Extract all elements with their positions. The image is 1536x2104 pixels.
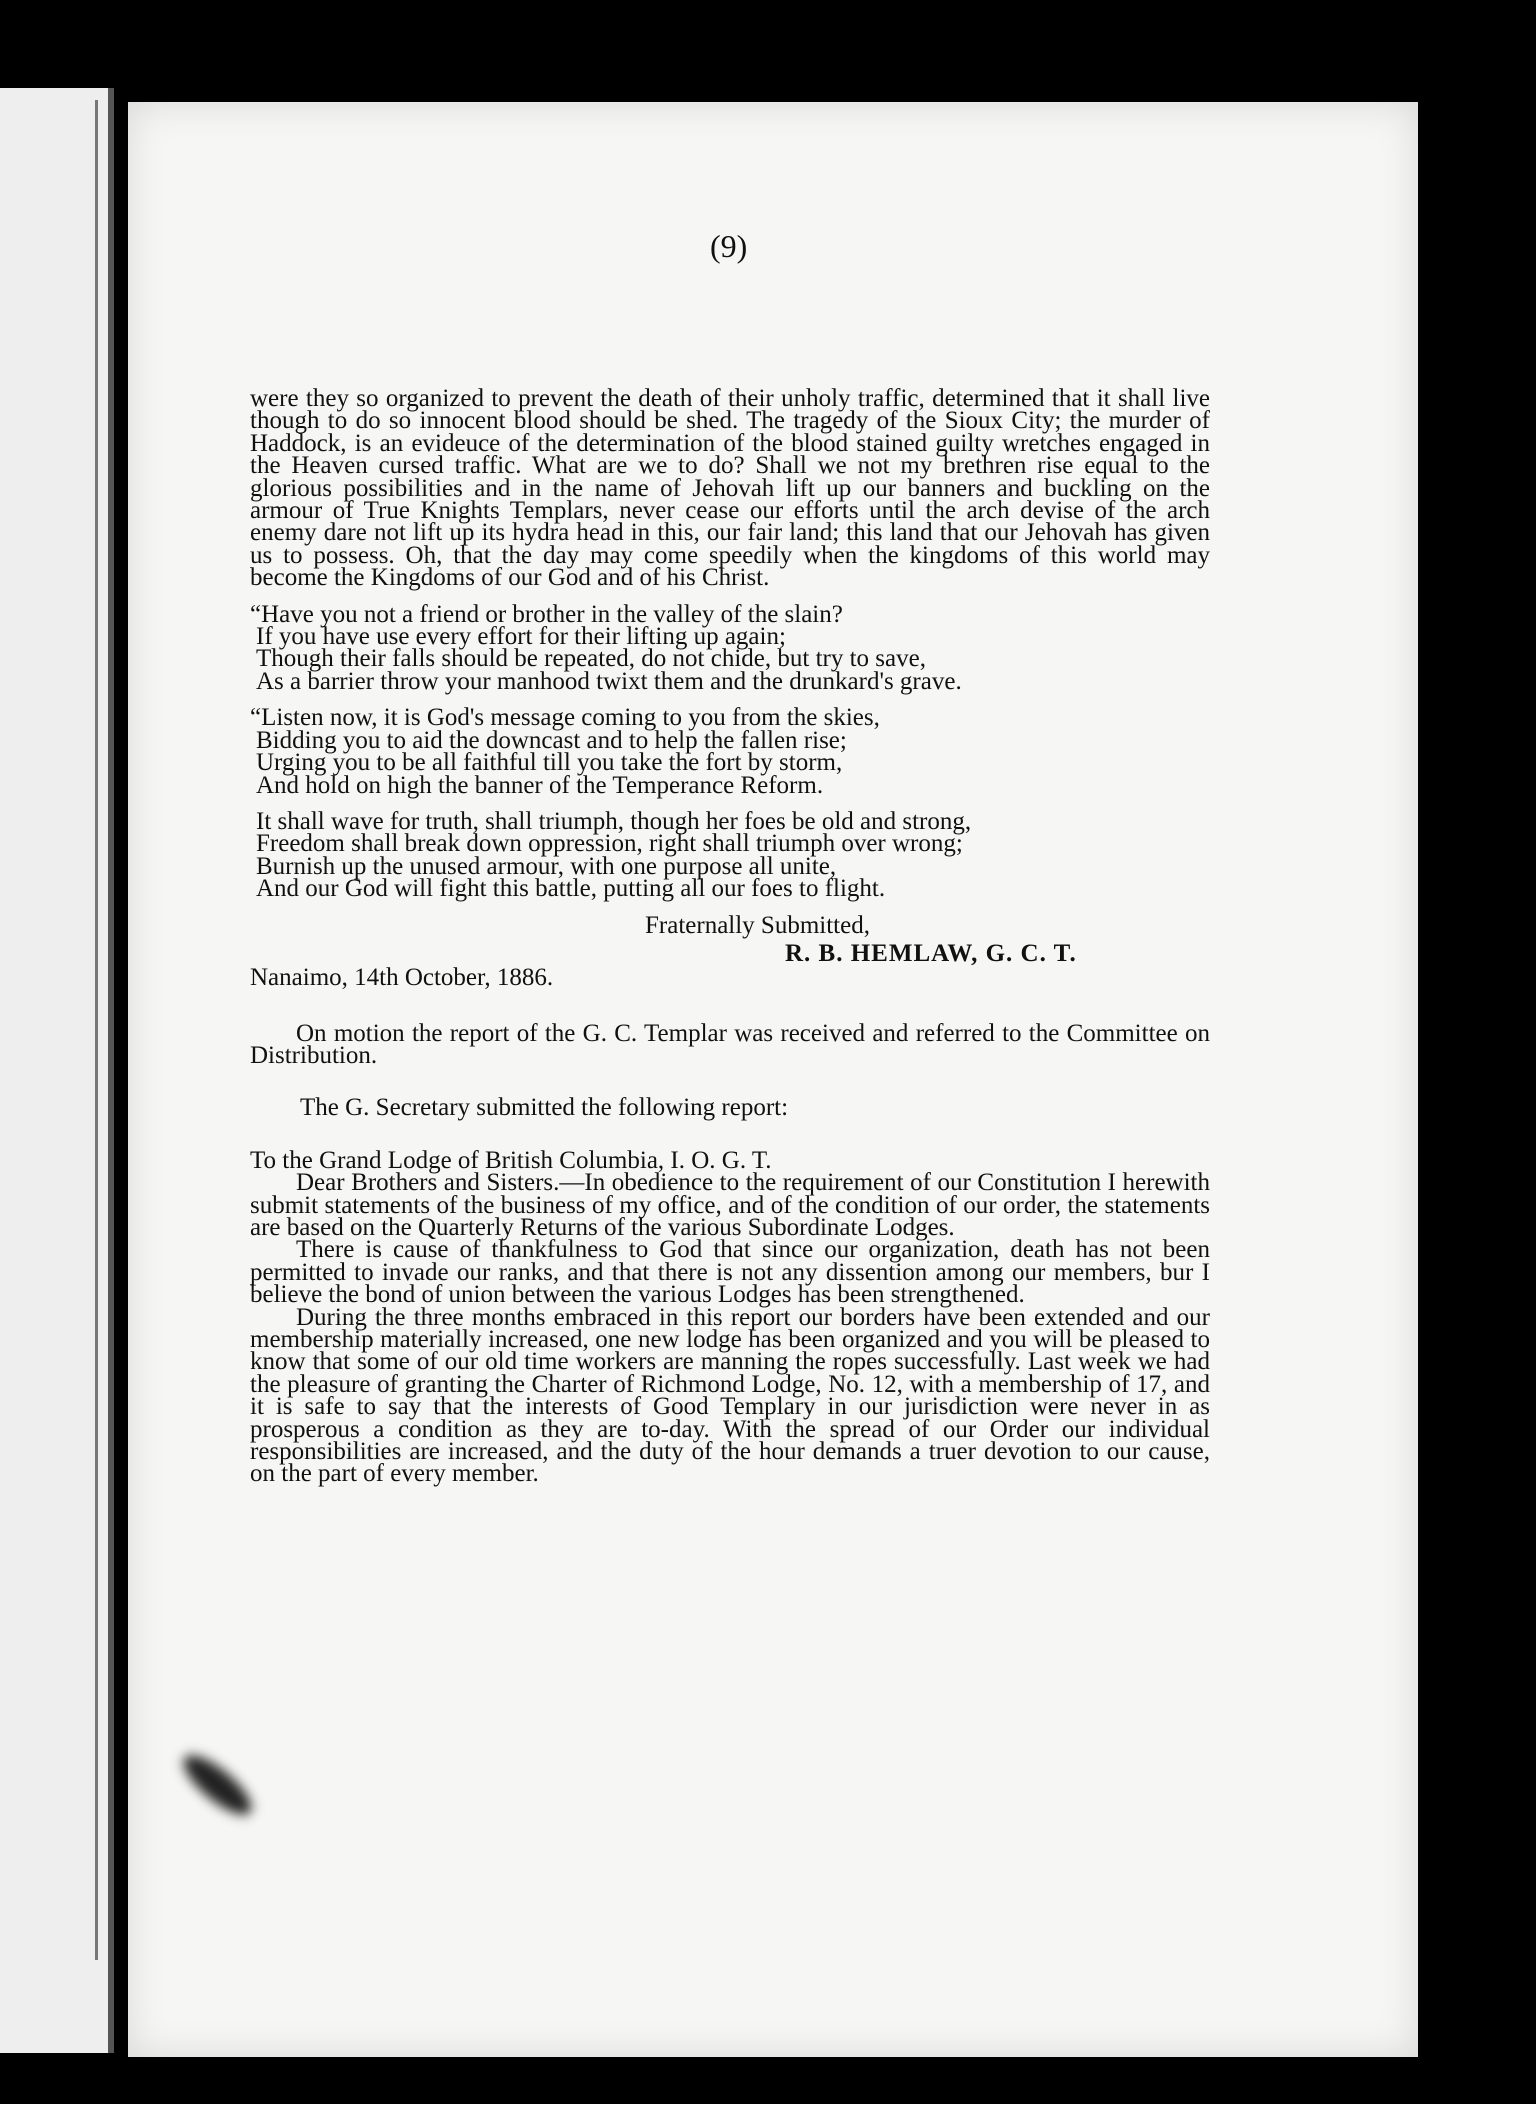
poem-line: It shall wave for truth, shall triumph, though her foes be old and strong, bbox=[256, 807, 972, 835]
poem-line: “Have you not a friend or brother in the valley of the slain? bbox=[250, 600, 843, 628]
poem-line: Burnish up the unused armour, with one purpose all unite, bbox=[256, 852, 837, 880]
poem-line: And our God will fight this battle, putting all our foes to flight. bbox=[256, 875, 886, 903]
poem-stanza bbox=[250, 704, 1210, 799]
poem-line: Though their falls should be repeated, do not chide, but try to save, bbox=[256, 645, 926, 673]
poem-stanza bbox=[250, 807, 1210, 903]
poem-line: As a barrier throw your manhood twixt them and the drunkard's grave. bbox=[256, 667, 962, 695]
signature-closing: Fraternally Submitted, bbox=[645, 911, 870, 939]
signature-block bbox=[250, 911, 1210, 993]
binding-gutter bbox=[95, 100, 98, 1960]
page-body bbox=[250, 385, 1210, 1488]
poem-line: Freedom shall break down oppression, right shall triumph over wrong; bbox=[256, 830, 963, 858]
page-number: (9) bbox=[710, 228, 748, 264]
poem-stanza bbox=[250, 600, 1210, 695]
poem bbox=[250, 600, 1210, 903]
poem-line: Urging you to be all faithful till you take the fort by storm, bbox=[256, 749, 843, 777]
opening-paragraph: were they so organized to prevent the death of their unholy traffic, determined that it shall live though to do so innocent blood should be shed. The tragedy of the Sioux City; the murder of Haddock, is an evideuce of the determination of the blood stained guilty wretches engaged in the Heaven cursed traffic. What are we to do? Shall we not my brethren rise equal to the glorious possibilities and in the name of Jehovah lift up our banners and buckling on the armour of True Knights Templars, never cease our efforts until the arch devise of the arch enemy dare not lift up its hydra head in this, our fair land; this land that our Jehovah has given us to possess. Oh, that the day may come speedily when the kingdoms of this world may become the Kingdoms of our God and of his Christ. bbox=[250, 385, 1210, 592]
report-paragraph: Dear Brothers and Sisters.—In obedience to the requirement of our Constitution I herewith submit statements of the business of my office, and of the condition of our order, the statements are based on the Quarterly Returns of the various Subordinate Lodges. bbox=[250, 1169, 1210, 1241]
poem-line: And hold on high the banner of the Temperance Reform. bbox=[256, 771, 824, 799]
report-paragraph: There is cause of thankfulness to God that since our organization, death has not been permitted to invade our ranks, and that there is not any dissention among our members, bur I believe the bond of union between the various Lodges has been strengthened. bbox=[250, 1236, 1210, 1309]
secretary-intro: The G. Secretary submitted the following report: bbox=[300, 1094, 789, 1122]
poem-line: Bidding you to aid the downcast and to help the fallen rise; bbox=[256, 726, 847, 754]
place-and-date: Nanaimo, 14th October, 1886. bbox=[250, 963, 554, 991]
poem-line: If you have use every effort for their lifting up again; bbox=[256, 623, 786, 651]
poem-line: “Listen now, it is God's message coming to you from the skies, bbox=[250, 704, 880, 732]
report-paragraph: During the three months embraced in this report our borders have been extended and our membership materially increased, one new lodge has been organized and you will be pleased to know that some of our old time workers are manning the ropes successfully. Last week we had the pleasure of granting the Charter of Richmond Lodge, No. 12, with a membership of 17, and it is safe to say that the interests of Good Templary in our jurisdiction were never in as prosperous a condition as they are to-day. With the spread of our Order our individual responsibilities are increased, and the duty of the hour demands a truer devotion to our cause, on the part of every member. bbox=[250, 1303, 1210, 1488]
report-salutation: To the Grand Lodge of British Columbia, I. O. G. T. bbox=[250, 1146, 772, 1174]
signatory-name: R. B. HEMLAW, G. C. T. bbox=[785, 939, 1077, 967]
motion-paragraph: On motion the report of the G. C. Templar was received and referred to the Committee on Distribution. bbox=[250, 1019, 1210, 1069]
